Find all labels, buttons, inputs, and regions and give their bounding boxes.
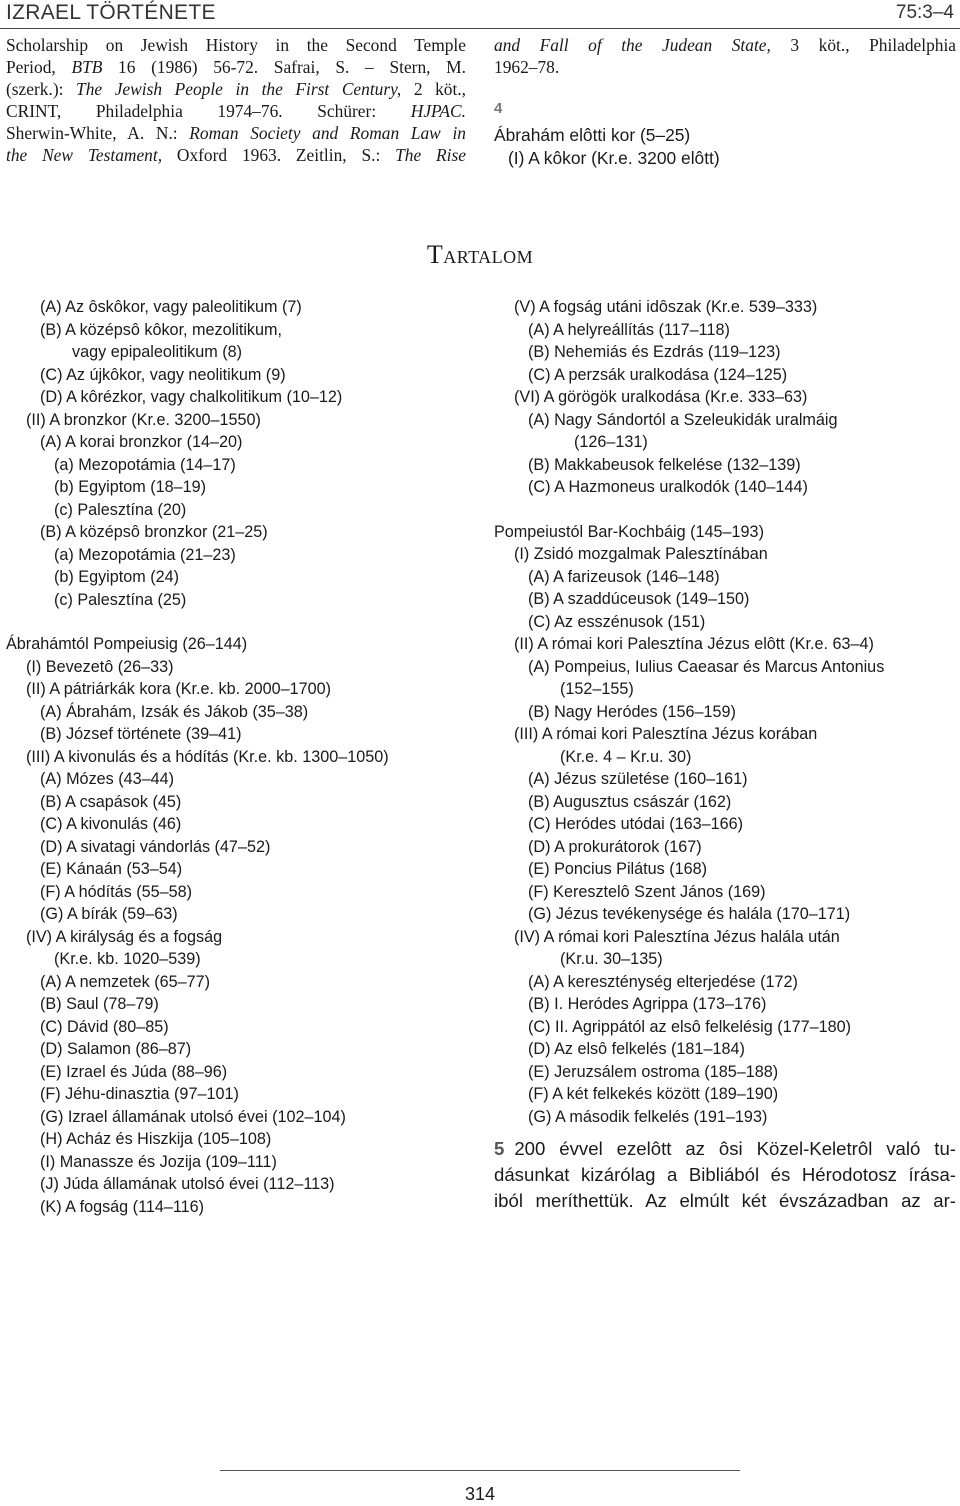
section-heading: Ábrahám elôtti kor (5–25) — [494, 125, 691, 145]
bibliography-right — [494, 34, 956, 78]
toc-gap — [6, 611, 476, 633]
toc-entry: (A) A nemzetek (65–77) — [40, 972, 211, 991]
body-paragraph — [494, 1136, 956, 1214]
toc-entry: (I) Bevezetô (26–33) — [26, 657, 174, 676]
toc-entry: (126–131) — [574, 433, 648, 451]
toc-entry: (I) Manassze és Jozija (109–111) — [40, 1152, 277, 1171]
section-number: 4 — [494, 100, 503, 117]
toc-entry: (III) A kivonulás és a hódítás (Kr.e. kb. 1300–1050) — [26, 747, 389, 766]
toc-entry: (IV) A királyság és a fogság — [26, 927, 223, 946]
biblio-line: CRINT, Philadelphia 1974–76. Schürer: HJPAC. — [6, 101, 466, 121]
biblio-line: Period, BTB 16 (1986) 56-72. Safrai, S. – Stern, M. — [6, 57, 466, 77]
toc-entry: (D) A kôrézkor, vagy chalkolitikum (10–12) — [40, 388, 343, 406]
toc-entry: (B) A csapások (45) — [40, 792, 182, 811]
section-subheading: (I) A kôkor (Kr.e. 3200 elôtt) — [508, 148, 720, 168]
toc-entry: (II) A bronzkor (Kr.e. 3200–1550) — [26, 410, 261, 429]
toc-entry: (152–155) — [560, 680, 634, 698]
toc-entry: (B) A szaddúceusok (149–150) — [528, 590, 750, 608]
toc-entry: (K) A fogság (114–116) — [40, 1197, 205, 1216]
toc-entry: (B) József története (39–41) — [40, 725, 242, 743]
toc-entry: (Kr.u. 30–135) — [560, 950, 663, 968]
toc-entry: (A) A korai bronzkor (14–20) — [40, 433, 243, 451]
toc-entry: (B) A középsô bronzkor (21–25) — [40, 523, 268, 541]
toc-entry: (G) A bírák (59–63) — [40, 905, 178, 923]
running-head-title: IZRAEL TÖRTÉNETE — [6, 1, 216, 24]
toc-entry: (C) Az esszénusok (151) — [528, 612, 706, 631]
toc-entry: (Kr.e. 4 – Kr.u. 30) — [560, 747, 692, 766]
toc-entry: (D) Az elsô felkelés (181–184) — [528, 1040, 745, 1058]
toc-entry: (H) Acház és Hiszkija (105–108) — [40, 1130, 272, 1148]
paragraph-line: dásunkat kizárólag a Bibliából és Hérodotosz írása- — [494, 1164, 956, 1185]
toc-entry: (J) Júda államának utolsó évei (112–113) — [40, 1175, 335, 1193]
toc-entry: (c) Palesztína (20) — [54, 500, 187, 519]
toc-entry: (II) A római kori Palesztína Jézus elôtt (Kr.e. 63–4) — [514, 635, 874, 653]
toc-entry: (D) Salamon (86–87) — [40, 1040, 192, 1058]
toc-entry: (F) A két felkekés között (189–190) — [528, 1085, 779, 1103]
toc-entry: (D) A prokurátorok (167) — [528, 837, 702, 856]
toc-entry: (C) A kivonulás (46) — [40, 815, 182, 833]
paragraph-number: 5 — [494, 1138, 505, 1159]
toc-title: Tartalom — [426, 240, 534, 269]
toc-part-heading: Pompeiustól Bar-Kochbáig (145–193) — [494, 522, 764, 541]
toc-entry: (A) Mózes (43–44) — [40, 770, 175, 788]
page-number: 314 — [464, 1484, 496, 1504]
running-head-number: 75:3–4 — [895, 2, 954, 23]
toc-entry: (E) Poncius Pilátus (168) — [528, 860, 708, 878]
toc-entry: (C) Dávid (80–85) — [40, 1017, 169, 1036]
toc-entry: (a) Mezopotámia (14–17) — [54, 455, 236, 474]
toc-entry: (F) Keresztelô Szent János (169) — [528, 882, 766, 901]
toc-entry: (A) Jézus születése (160–161) — [528, 770, 748, 788]
biblio-line: 1962–78. — [494, 57, 560, 77]
toc-entry: (A) Az ôskôkor, vagy paleolitikum (7) — [40, 298, 302, 316]
toc-entry: (C) Az újkôkor, vagy neolitikum (9) — [40, 365, 286, 384]
toc-entry: (G) A második felkelés (191–193) — [528, 1107, 768, 1126]
toc-part-heading: Ábrahámtól Pompeiusig (26–144) — [6, 635, 248, 653]
biblio-line: and Fall of the Judean State, 3 köt., Philadelphia — [494, 35, 957, 55]
toc-entry: (C) A perzsák uralkodása (124–125) — [528, 365, 788, 384]
toc-gap — [494, 499, 956, 521]
toc-entry: (III) A római kori Palesztína Jézus korában — [514, 725, 818, 743]
toc-entry: (I) Zsidó mozgalmak Palesztínában — [514, 545, 768, 563]
toc-entry: (II) A pátriárkák kora (Kr.e. kb. 2000–1700) — [26, 680, 332, 698]
toc-entry: (A) Ábrahám, Izsák és Jákob (35–38) — [40, 702, 309, 721]
footer-rule — [220, 1470, 740, 1471]
toc-entry: (F) A hódítás (55–58) — [40, 882, 193, 901]
toc-entry: (B) I. Heródes Agrippa (173–176) — [528, 995, 767, 1013]
biblio-line: (szerk.): The Jewish People in the First Century, 2 köt., — [6, 79, 467, 99]
toc-entry: (A) A farizeusok (146–148) — [528, 567, 720, 586]
toc-entry: (G) Jézus tevékenysége és halála (170–171) — [528, 905, 851, 923]
biblio-line: Sherwin-White, A. N.: Roman Society and Roman Law in — [6, 123, 466, 143]
toc-entry: (b) Egyiptom (24) — [54, 568, 180, 586]
toc-entry: (V) A fogság utáni idôszak (Kr.e. 539–333) — [514, 298, 818, 316]
biblio-line: Scholarship on Jewish History in the Second Temple — [6, 35, 466, 55]
toc-entry: (B) Nehemiás és Ezdrás (119–123) — [528, 343, 781, 361]
paragraph-line — [494, 1136, 956, 1162]
toc-entry: (A) Pompeius, Iulius Caeasar és Marcus Antonius — [528, 657, 885, 676]
toc-entry: (F) Jéhu-dinasztia (97–101) — [40, 1085, 239, 1103]
toc-entry: (c) Palesztína (25) — [54, 590, 187, 609]
toc-right-column — [494, 296, 956, 1128]
toc-entry: (A) Nagy Sándortól a Szeleukidák uralmáig — [528, 410, 838, 429]
paragraph-line: iból meríthettük. Az elmúlt két évszázadban az ar- — [494, 1190, 956, 1211]
bibliography-left — [6, 34, 466, 166]
toc-entry: (A) A helyreállítás (117–118) — [528, 320, 730, 339]
toc-entry: (Kr.e. kb. 1020–539) — [54, 950, 201, 968]
toc-entry: (B) A középsô kôkor, mezolitikum, — [40, 320, 283, 339]
toc-entry: (A) A kereszténység elterjedése (172) — [528, 972, 798, 991]
toc-entry: (E) Jeruzsálem ostroma (185–188) — [528, 1062, 779, 1081]
toc-entry: (D) A sivatagi vándorlás (47–52) — [40, 837, 271, 856]
toc-entry: (E) Kánaán (53–54) — [40, 860, 183, 878]
toc-entry: (B) Augusztus császár (162) — [528, 792, 732, 811]
toc-entry: (C) Heródes utódai (163–166) — [528, 815, 744, 833]
section-heading-block — [494, 124, 720, 170]
biblio-line: the New Testament, Oxford 1963. Zeitlin, S.: The Rise — [6, 145, 466, 165]
toc-entry: (C) II. Agrippától az elsô felkelésig (177–180) — [528, 1017, 852, 1036]
toc-left-column — [6, 296, 476, 1218]
toc-entry: (B) Makkabeusok felkelése (132–139) — [528, 455, 801, 474]
toc-entry: vagy epipaleolitikum (8) — [72, 343, 243, 361]
toc-entry: (B) Saul (78–79) — [40, 995, 159, 1013]
toc-entry: (VI) A görögök uralkodása (Kr.e. 333–63) — [514, 388, 808, 406]
running-head — [0, 0, 960, 29]
paragraph-line-text: 200 évvel ezelôtt az ôsi Közel-Keletrôl való tu- — [514, 1138, 956, 1159]
toc-entry: (b) Egyiptom (18–19) — [54, 478, 207, 496]
toc-entry: (a) Mezopotámia (21–23) — [54, 545, 236, 564]
toc-entry: (C) A Hazmoneus uralkodók (140–144) — [528, 478, 808, 496]
toc-entry: (B) Nagy Heródes (156–159) — [528, 702, 736, 721]
toc-entry: (E) Izrael és Júda (88–96) — [40, 1062, 228, 1081]
toc-entry: (G) Izrael államának utolsó évei (102–104) — [40, 1107, 346, 1126]
toc-entry: (IV) A római kori Palesztína Jézus halála után — [514, 927, 840, 946]
